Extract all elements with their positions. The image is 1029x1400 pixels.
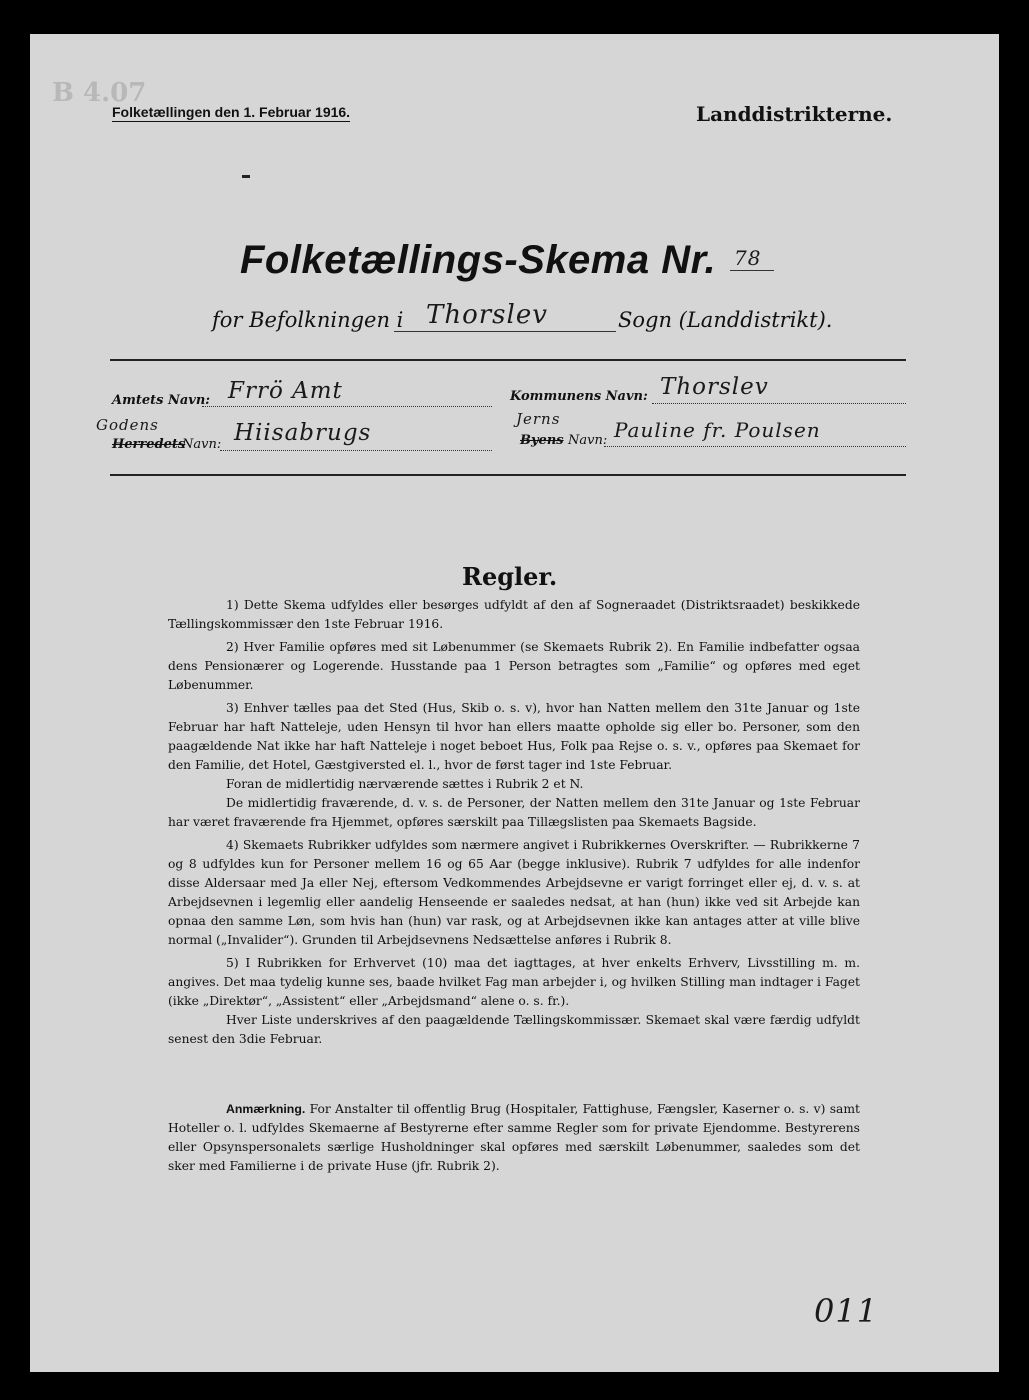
divider-bottom bbox=[110, 474, 906, 476]
rule-1: 1) Dette Skema udfyldes eller besørges udfyldt af den af Sogneraadet (Distriktsraadet) beskikkede Tællingskommissær den 1ste Februar 1916. bbox=[168, 598, 860, 631]
by-label-suffix: Navn: bbox=[568, 433, 608, 448]
kommune-line bbox=[652, 403, 906, 404]
district-type-header: Landdistrikterne. bbox=[696, 102, 893, 126]
rule-3: 3) Enhver tælles paa det Sted (Hus, Skib o. s. v), hvor han Natten mellem den 31te Januar og 1ste Februar har haft Natteleje, uden Hensyn til hvor han ellers maatte opholde sig eller bo. Personer, som den paagældende Nat ikke har haft Natteleje i noget beboet Hus, Folk paa Rejse o. s. v., opføres paa Skemaet for den Familie, det Hotel, Gæstgiversted el. l., hvor de først tager ind 1ste Februar. bbox=[168, 701, 860, 772]
by-correction: Jerns bbox=[516, 410, 561, 428]
rules-heading: Regler. bbox=[462, 562, 558, 591]
page-number: 011 bbox=[814, 1292, 879, 1330]
note-paragraph bbox=[168, 1100, 860, 1176]
note-block bbox=[168, 1100, 860, 1176]
herred-struck-label: Herredets bbox=[112, 437, 186, 452]
rule-5: 5) I Rubrikken for Erhvervet (10) maa det iagttages, at hver enkelts Erhverv, Livsstilling m. m. angives. Det maa tydelig kunne ses, baade hvilket Fag man arbejder i, og hvilken Stilling man indtager i Faget (ikke „Direktør“, „Assistent“ eller „Arbejdsmand“ alene o. s. fr.). bbox=[168, 956, 860, 1008]
rules-body bbox=[168, 596, 860, 1053]
form-number: 78 bbox=[734, 246, 762, 270]
herred-correction: Godens bbox=[96, 416, 159, 434]
rule-2: 2) Hver Familie opføres med sit Løbenummer (se Skemaets Rubrik 2). En Familie indbefatter ogsaa dens Pensionærer og Logerende. Husstande paa 1 Person betragtes som „Familie“ og opføres med eget Løbenummer. bbox=[168, 640, 860, 692]
amt-value: Frrö Amt bbox=[228, 378, 343, 404]
rule-3b: Foran de midlertidig nærværende sættes i Rubrik 2 et N. bbox=[226, 777, 584, 791]
kommune-label: Kommunens Navn: bbox=[510, 389, 648, 404]
herred-label-suffix: Navn: bbox=[182, 437, 222, 452]
by-struck-label: Byens bbox=[520, 433, 564, 448]
herred-value: Hiisabrugs bbox=[234, 420, 372, 446]
subtitle-suffix: Sogn (Landdistrikt). bbox=[618, 308, 833, 332]
amt-label: Amtets Navn: bbox=[112, 393, 211, 408]
rule-3c: De midlertidig fraværende, d. v. s. de Personer, der Natten mellem den 31te Januar og 1ste Februar har været fraværende fra Hjemmet, opføres særskilt paa Tillægslisten paa Skemaets Bagside. bbox=[168, 796, 860, 829]
note-text: For Anstalter til offentlig Brug (Hospitaler, Fattighuse, Fængsler, Kaserner o. s. v) samt Hoteller o. l. udfyldes Skemaerne af Bestyrerne efter samme Regler som for private Ejendomme. Bestyrerens eller Opsynspersonalets særlige Husholdninger skal opføres med særskilt Løbenummer, saaledes som det sker med Familierne i de private Huse (jfr. Rubrik 2). bbox=[168, 1102, 860, 1173]
by-line bbox=[604, 446, 906, 447]
parish-line bbox=[394, 331, 616, 332]
census-date-header: Folketællingen den 1. Februar 1916. bbox=[112, 104, 351, 120]
kommune-value: Thorslev bbox=[660, 374, 769, 400]
parish-name: Thorslev bbox=[426, 300, 548, 330]
by-value: Pauline fr. Poulsen bbox=[614, 418, 821, 442]
divider-top bbox=[110, 359, 906, 361]
ink-dash bbox=[242, 175, 250, 178]
form-number-line bbox=[730, 270, 774, 271]
faint-archive-stamp: B 4.07 bbox=[52, 78, 147, 108]
subtitle-prefix: for Befolkningen i bbox=[212, 308, 404, 332]
amt-line bbox=[202, 406, 492, 407]
rule-5b: Hver Liste underskrives af den paagældende Tællingskommissær. Skemaet skal være færdig udfyldt senest den 3die Februar. bbox=[168, 1013, 860, 1046]
note-label: Anmærkning. bbox=[226, 1102, 306, 1116]
form-title: Folketællings-Skema Nr. bbox=[240, 238, 717, 282]
census-form-page bbox=[30, 34, 999, 1372]
rule-4: 4) Skemaets Rubrikker udfyldes som nærmere angivet i Rubrikkernes Overskrifter. — Rubrikkerne 7 og 8 udfyldes kun for Personer mellem 16 og 65 Aar (begge inklusive). Rubrik 7 udfyldes for alle indenfor disse Aldersaar med Ja eller Nej, eftersom Vedkommendes Arbejdsevne er varigt forringet eller ej, d. v. s. at Arbejdsevnen i legemlig eller aandelig Henseende er saaledes nedsat, at han (hun) ikke ved sit Arbejde kan opnaa den samme Løn, som hvis han (hun) var rask, og at Arbejdsevnen ikke kan antages atter at ville blive normal („Invalider“). Grunden til Arbejdsevnens Nedsættelse anføres i Rubrik 8. bbox=[168, 838, 860, 947]
herred-line bbox=[220, 450, 492, 451]
